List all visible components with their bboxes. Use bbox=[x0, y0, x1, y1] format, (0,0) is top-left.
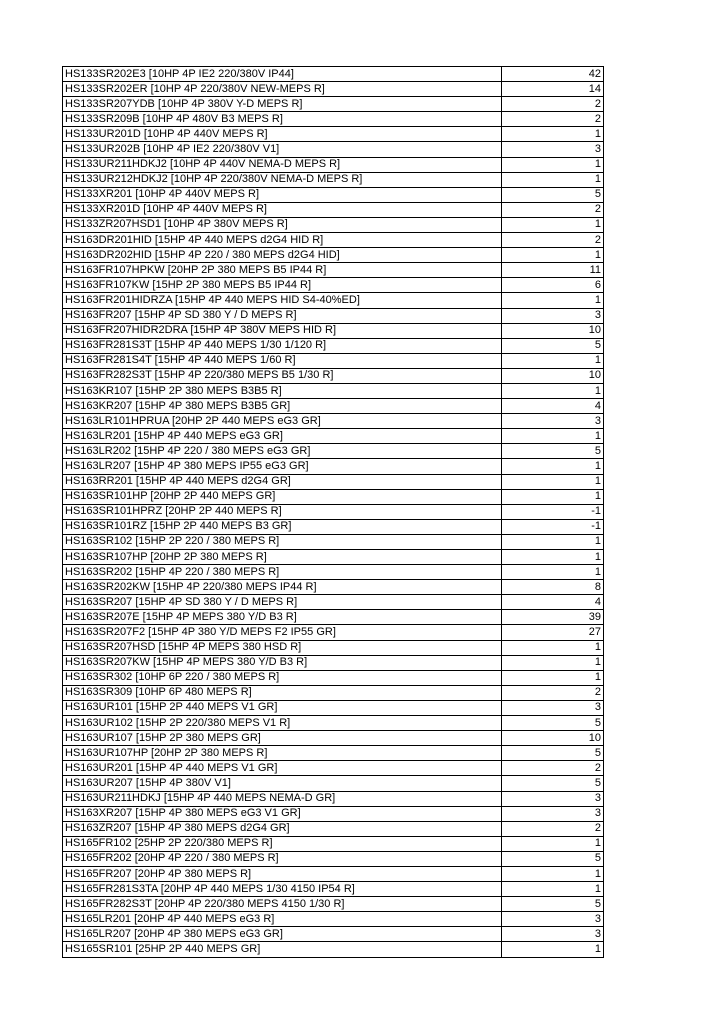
item-quantity-cell: 1 bbox=[502, 655, 604, 670]
item-description-cell: HS165LR207 [20HP 4P 380 MEPS eG3 GR] bbox=[63, 927, 502, 942]
item-description-cell: HS163SR309 [10HP 6P 480 MEPS R] bbox=[63, 685, 502, 700]
table-row bbox=[63, 866, 604, 881]
item-quantity-cell: 1 bbox=[502, 882, 604, 897]
table-row bbox=[63, 368, 604, 383]
table-row bbox=[63, 202, 604, 217]
item-description-cell: HS163UR107HP [20HP 2P 380 MEPS R] bbox=[63, 746, 502, 761]
item-quantity-cell: 1 bbox=[502, 942, 604, 957]
table-row bbox=[63, 806, 604, 821]
item-description-cell: HS165FR202 [20HP 4P 220 / 380 MEPS R] bbox=[63, 851, 502, 866]
item-description-cell: HS163FR107HPKW [20HP 2P 380 MEPS B5 IP44 R] bbox=[63, 263, 502, 278]
table-row bbox=[63, 942, 604, 957]
table-row bbox=[63, 112, 604, 127]
table-row bbox=[63, 670, 604, 685]
item-quantity-cell: 4 bbox=[502, 399, 604, 414]
item-description-cell: HS163UR101 [15HP 2P 440 MEPS V1 GR] bbox=[63, 700, 502, 715]
table-row bbox=[63, 127, 604, 142]
table-row bbox=[63, 912, 604, 927]
table-row bbox=[63, 685, 604, 700]
item-description-cell: HS163SR207HSD [15HP 4P MEPS 380 HSD R] bbox=[63, 640, 502, 655]
item-description-cell: HS165FR282S3T [20HP 4P 220/380 MEPS 4150 1/30 R] bbox=[63, 897, 502, 912]
item-description-cell: HS133SR202ER [10HP 4P 220/380V NEW-MEPS R] bbox=[63, 82, 502, 97]
table-row bbox=[63, 610, 604, 625]
table-row bbox=[63, 157, 604, 172]
item-quantity-cell: 1 bbox=[502, 248, 604, 263]
item-quantity-cell: 1 bbox=[502, 640, 604, 655]
item-description-cell: HS133UR211HDKJ2 [10HP 4P 440V NEMA-D MEPS R] bbox=[63, 157, 502, 172]
item-quantity-cell: 3 bbox=[502, 142, 604, 157]
table-row bbox=[63, 429, 604, 444]
table-row bbox=[63, 323, 604, 338]
table-row bbox=[63, 897, 604, 912]
item-quantity-cell: 1 bbox=[502, 670, 604, 685]
item-description-cell: HS163FR207 [15HP 4P SD 380 Y / D MEPS R] bbox=[63, 308, 502, 323]
item-description-cell: HS133UR201D [10HP 4P 440V MEPS R] bbox=[63, 127, 502, 142]
item-description-cell: HS163SR207KW [15HP 4P MEPS 380 Y/D B3 R] bbox=[63, 655, 502, 670]
item-quantity-cell: 1 bbox=[502, 836, 604, 851]
table-row bbox=[63, 655, 604, 670]
item-description-cell: HS163LR207 [15HP 4P 380 MEPS IP55 eG3 GR] bbox=[63, 459, 502, 474]
item-description-cell: HS133XR201 [10HP 4P 440V MEPS R] bbox=[63, 187, 502, 202]
item-description-cell: HS133UR212HDKJ2 [10HP 4P 220/380V NEMA-D MEPS R] bbox=[63, 172, 502, 187]
item-description-cell: HS133SR209B [10HP 4P 480V B3 MEPS R] bbox=[63, 112, 502, 127]
item-quantity-cell: 27 bbox=[502, 625, 604, 640]
item-description-cell: HS163UR207 [15HP 4P 380V V1] bbox=[63, 776, 502, 791]
item-quantity-cell: 3 bbox=[502, 700, 604, 715]
table-row bbox=[63, 97, 604, 112]
item-description-cell: HS163UR107 [15HP 2P 380 MEPS GR] bbox=[63, 731, 502, 746]
item-description-cell: HS163DR202HID [15HP 4P 220 / 380 MEPS d2G4 HID] bbox=[63, 248, 502, 263]
table-row bbox=[63, 263, 604, 278]
table-row bbox=[63, 580, 604, 595]
item-description-cell: HS163SR207F2 [15HP 4P 380 Y/D MEPS F2 IP55 GR] bbox=[63, 625, 502, 640]
item-description-cell: HS163KR207 [15HP 4P 380 MEPS B3B5 GR] bbox=[63, 399, 502, 414]
table-row bbox=[63, 534, 604, 549]
item-quantity-cell: 1 bbox=[502, 383, 604, 398]
item-description-cell: HS163SR101RZ [15HP 2P 440 MEPS B3 GR] bbox=[63, 519, 502, 534]
item-quantity-cell: 1 bbox=[502, 429, 604, 444]
item-description-cell: HS165FR102 [25HP 2P 220/380 MEPS R] bbox=[63, 836, 502, 851]
table-row bbox=[63, 595, 604, 610]
item-description-cell: HS163SR101HP [20HP 2P 440 MEPS GR] bbox=[63, 489, 502, 504]
item-quantity-cell: 1 bbox=[502, 550, 604, 565]
item-quantity-cell: 10 bbox=[502, 731, 604, 746]
table-row bbox=[63, 761, 604, 776]
item-description-cell: HS163UR201 [15HP 4P 440 MEPS V1 GR] bbox=[63, 761, 502, 776]
item-quantity-cell: 1 bbox=[502, 353, 604, 368]
item-quantity-cell: 2 bbox=[502, 202, 604, 217]
item-description-cell: HS163SR207E [15HP 4P MEPS 380 Y/D B3 R] bbox=[63, 610, 502, 625]
item-quantity-cell: 5 bbox=[502, 897, 604, 912]
table-row bbox=[63, 248, 604, 263]
item-description-cell: HS165SR101 [25HP 2P 440 MEPS GR] bbox=[63, 942, 502, 957]
table-row bbox=[63, 474, 604, 489]
table-row bbox=[63, 489, 604, 504]
item-description-cell: HS163FR201HIDRZA [15HP 4P 440 MEPS HID S4-40%ED] bbox=[63, 293, 502, 308]
item-quantity-cell: 3 bbox=[502, 414, 604, 429]
item-quantity-cell: 2 bbox=[502, 233, 604, 248]
item-quantity-cell: 1 bbox=[502, 866, 604, 881]
item-quantity-cell: 1 bbox=[502, 474, 604, 489]
table-row bbox=[63, 851, 604, 866]
inventory-table-body bbox=[63, 67, 604, 958]
table-row bbox=[63, 353, 604, 368]
item-quantity-cell: 3 bbox=[502, 308, 604, 323]
item-quantity-cell: 1 bbox=[502, 157, 604, 172]
item-description-cell: HS163SR107HP [20HP 2P 380 MEPS R] bbox=[63, 550, 502, 565]
table-row bbox=[63, 293, 604, 308]
table-row bbox=[63, 172, 604, 187]
table-row bbox=[63, 399, 604, 414]
item-description-cell: HS163SR202KW [15HP 4P 220/380 MEPS IP44 R] bbox=[63, 580, 502, 595]
item-quantity-cell: 3 bbox=[502, 806, 604, 821]
item-quantity-cell: 1 bbox=[502, 293, 604, 308]
item-quantity-cell: 42 bbox=[502, 67, 604, 82]
item-quantity-cell: 5 bbox=[502, 187, 604, 202]
table-row bbox=[63, 278, 604, 293]
item-description-cell: HS163SR101HPRZ [20HP 2P 440 MEPS R] bbox=[63, 504, 502, 519]
item-description-cell: HS163FR207HIDR2DRA [15HP 4P 380V MEPS HID R] bbox=[63, 323, 502, 338]
table-row bbox=[63, 746, 604, 761]
item-description-cell: HS163SR102 [15HP 2P 220 / 380 MEPS R] bbox=[63, 534, 502, 549]
item-quantity-cell: 1 bbox=[502, 172, 604, 187]
item-quantity-cell: 11 bbox=[502, 263, 604, 278]
table-row bbox=[63, 550, 604, 565]
table-row bbox=[63, 731, 604, 746]
table-row bbox=[63, 459, 604, 474]
table-row bbox=[63, 927, 604, 942]
item-description-cell: HS163DR201HID [15HP 4P 440 MEPS d2G4 HID R] bbox=[63, 233, 502, 248]
table-row bbox=[63, 444, 604, 459]
table-row bbox=[63, 519, 604, 534]
item-description-cell: HS163LR201 [15HP 4P 440 MEPS eG3 GR] bbox=[63, 429, 502, 444]
item-quantity-cell: 2 bbox=[502, 761, 604, 776]
item-quantity-cell: 1 bbox=[502, 565, 604, 580]
item-description-cell: HS163KR107 [15HP 2P 380 MEPS B3B5 R] bbox=[63, 383, 502, 398]
item-description-cell: HS133UR202B [10HP 4P IE2 220/380V V1] bbox=[63, 142, 502, 157]
item-description-cell: HS133ZR207HSD1 [10HP 4P 380V MEPS R] bbox=[63, 217, 502, 232]
item-description-cell: HS163UR102 [15HP 2P 220/380 MEPS V1 R] bbox=[63, 716, 502, 731]
table-row bbox=[63, 233, 604, 248]
item-quantity-cell: 1 bbox=[502, 489, 604, 504]
item-quantity-cell: 2 bbox=[502, 821, 604, 836]
item-quantity-cell: 2 bbox=[502, 112, 604, 127]
item-quantity-cell: 1 bbox=[502, 534, 604, 549]
item-quantity-cell: -1 bbox=[502, 519, 604, 534]
item-description-cell: HS163XR207 [15HP 4P 380 MEPS eG3 V1 GR] bbox=[63, 806, 502, 821]
item-description-cell: HS165FR207 [20HP 4P 380 MEPS R] bbox=[63, 866, 502, 881]
item-description-cell: HS163FR282S3T [15HP 4P 220/380 MEPS B5 1/30 R] bbox=[63, 368, 502, 383]
item-description-cell: HS163LR202 [15HP 4P 220 / 380 MEPS eG3 GR] bbox=[63, 444, 502, 459]
item-quantity-cell: 5 bbox=[502, 444, 604, 459]
item-description-cell: HS163ZR207 [15HP 4P 380 MEPS d2G4 GR] bbox=[63, 821, 502, 836]
item-quantity-cell: 10 bbox=[502, 323, 604, 338]
item-description-cell: HS163SR207 [15HP 4P SD 380 Y / D MEPS R] bbox=[63, 595, 502, 610]
table-row bbox=[63, 716, 604, 731]
table-row bbox=[63, 836, 604, 851]
item-description-cell: HS133SR207YDB [10HP 4P 380V Y-D MEPS R] bbox=[63, 97, 502, 112]
item-description-cell: HS163SR302 [10HP 6P 220 / 380 MEPS R] bbox=[63, 670, 502, 685]
item-quantity-cell: 6 bbox=[502, 278, 604, 293]
item-quantity-cell: 4 bbox=[502, 595, 604, 610]
item-quantity-cell: -1 bbox=[502, 504, 604, 519]
item-description-cell: HS133XR201D [10HP 4P 440V MEPS R] bbox=[63, 202, 502, 217]
item-quantity-cell: 5 bbox=[502, 716, 604, 731]
inventory-table bbox=[62, 66, 604, 958]
table-row bbox=[63, 414, 604, 429]
item-quantity-cell: 2 bbox=[502, 97, 604, 112]
item-description-cell: HS163FR107KW [15HP 2P 380 MEPS B5 IP44 R] bbox=[63, 278, 502, 293]
item-quantity-cell: 5 bbox=[502, 851, 604, 866]
item-description-cell: HS163FR281S4T [15HP 4P 440 MEPS 1/60 R] bbox=[63, 353, 502, 368]
table-row bbox=[63, 82, 604, 97]
item-quantity-cell: 1 bbox=[502, 459, 604, 474]
item-description-cell: HS163LR101HPRUA [20HP 2P 440 MEPS eG3 GR] bbox=[63, 414, 502, 429]
table-row bbox=[63, 217, 604, 232]
item-description-cell: HS165LR201 [20HP 4P 440 MEPS eG3 R] bbox=[63, 912, 502, 927]
table-row bbox=[63, 700, 604, 715]
table-row bbox=[63, 187, 604, 202]
item-quantity-cell: 5 bbox=[502, 338, 604, 353]
item-description-cell: HS163FR281S3T [15HP 4P 440 MEPS 1/30 1/120 R] bbox=[63, 338, 502, 353]
table-row bbox=[63, 791, 604, 806]
item-quantity-cell: 14 bbox=[502, 82, 604, 97]
table-row bbox=[63, 565, 604, 580]
table-row bbox=[63, 625, 604, 640]
item-description-cell: HS163UR211HDKJ [15HP 4P 440 MEPS NEMA-D GR] bbox=[63, 791, 502, 806]
item-quantity-cell: 39 bbox=[502, 610, 604, 625]
item-quantity-cell: 10 bbox=[502, 368, 604, 383]
item-description-cell: HS163SR202 [15HP 4P 220 / 380 MEPS R] bbox=[63, 565, 502, 580]
item-quantity-cell: 5 bbox=[502, 776, 604, 791]
table-row bbox=[63, 882, 604, 897]
item-quantity-cell: 8 bbox=[502, 580, 604, 595]
table-row bbox=[63, 640, 604, 655]
item-quantity-cell: 3 bbox=[502, 927, 604, 942]
item-description-cell: HS165FR281S3TA [20HP 4P 440 MEPS 1/30 4150 IP54 R] bbox=[63, 882, 502, 897]
table-row bbox=[63, 504, 604, 519]
item-description-cell: HS163RR201 [15HP 4P 440 MEPS d2G4 GR] bbox=[63, 474, 502, 489]
table-row bbox=[63, 383, 604, 398]
table-row bbox=[63, 338, 604, 353]
item-quantity-cell: 1 bbox=[502, 217, 604, 232]
item-quantity-cell: 2 bbox=[502, 685, 604, 700]
item-quantity-cell: 3 bbox=[502, 791, 604, 806]
item-quantity-cell: 3 bbox=[502, 912, 604, 927]
item-quantity-cell: 1 bbox=[502, 127, 604, 142]
table-row bbox=[63, 142, 604, 157]
table-row bbox=[63, 821, 604, 836]
item-description-cell: HS133SR202E3 [10HP 4P IE2 220/380V IP44] bbox=[63, 67, 502, 82]
table-row bbox=[63, 308, 604, 323]
item-quantity-cell: 5 bbox=[502, 746, 604, 761]
table-row bbox=[63, 776, 604, 791]
table-row bbox=[63, 67, 604, 82]
